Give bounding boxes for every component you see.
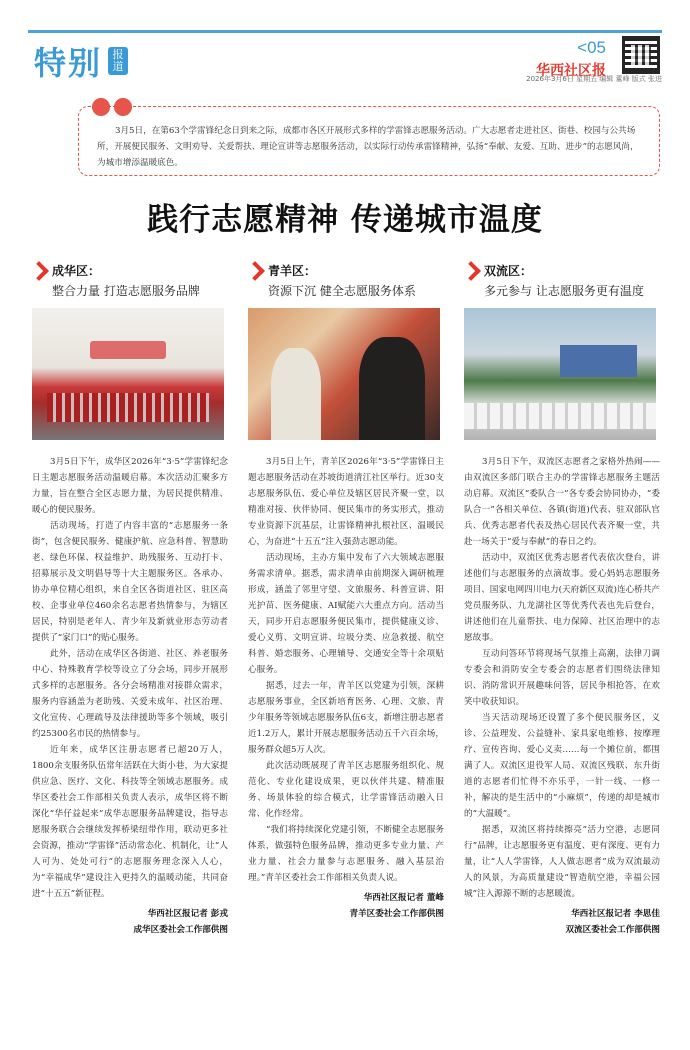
- section-chenghua: [32, 262, 228, 938]
- section-body: [248, 454, 444, 886]
- byline-reporter: 华西社区报记者 董峰: [363, 893, 444, 903]
- section-photo: [32, 308, 224, 440]
- paragraph: 3月5日下午，成华区2026年“3·5”学雷锋纪念日主题志愿服务活动温暖启幕。本次活动汇聚多方力量，旨在整合全区志愿力量，为居民提供精准、暖心的便民服务。: [32, 457, 228, 515]
- section-shuangliu: [464, 262, 660, 938]
- paragraph: 3月5日上午，青羊区2026年“3·5”学雷锋日主题志愿服务活动在苏坡街道清江社区举行。近30支志愿服务队伍、爱心单位及辖区居民齐聚一堂，以精准对接、伙伴协同、便民集市的务实形式，推动专业资源下沉基层，让雷锋精神扎根社区、温暖民心，为奋进“十五五”注入强劲志愿动能。: [248, 457, 444, 547]
- byline-photo-credit: 青羊区委社会工作部供图: [349, 909, 444, 919]
- paragraph: 此外，活动在成华区各街道、社区、养老服务中心、特殊教育学校等设立了分会场，同步开展形式多样的志愿服务。各分会场精准对接群众需求，服务内容涵盖为老助残、关爱未成年、社区治理、文化宣传、心理疏导及法律援助等多个领域，吸引约25300名市民的热情参与。: [32, 649, 228, 739]
- section-qingyang: [248, 262, 444, 922]
- section-subtitle: 整合力量 打造志愿服务品牌: [52, 284, 200, 298]
- paragraph: 据悉，双流区将持续擦亮“活力空港，志愿同行”品牌，让志愿服务更有温度、更有深度、更有力量，让“人人学雷锋，人人做志愿者”成为双流最动人的风景，为高质量建设“智造航空港，幸福公园城”注入源源不断的志愿暖流。: [464, 825, 660, 899]
- paragraph: 互动问答环节将现场气氛推上高潮，法律刀调专委会和消防安全专委会的志愿者们围绕法律知识、消防常识开展趣味问答，居民争相抢答，在欢笑中收获知识。: [464, 649, 660, 707]
- section-district: 青羊区：: [268, 264, 317, 278]
- section-district: 成华区：: [52, 264, 101, 278]
- headline: 践行志愿精神 传递城市温度: [147, 202, 543, 238]
- byline-photo-credit: 双流区委社会工作部供图: [565, 925, 660, 935]
- chevron-right-icon: [29, 261, 49, 281]
- section-body: [464, 454, 660, 902]
- chevron-right-icon: [461, 261, 481, 281]
- section-header: [248, 262, 444, 302]
- column-banner: [34, 38, 128, 84]
- chevron-right-icon: [245, 261, 265, 281]
- section-header: [32, 262, 228, 302]
- paragraph: 活动现场，主办方集中发布了六大领域志愿服务需求清单。据悉，需求清单由前期深入调研梳理形成，涵盖了邻里守望、文旅服务、科普宣讲、阳光护苗、医务健康、AI赋能六大重点方向。活动当天，同步开启志愿服务便民集市，提供健康义诊、爱心义剪、文明宣讲、垃圾分类、应急救援、航空科普、婚恋服务、心理辅导、交通安全等十余项贴心服务。: [248, 553, 444, 675]
- byline-reporter: 华西社区报记者 彭戎: [147, 909, 228, 919]
- paragraph: 此次活动既展现了青羊区志愿服务组织化、规范化、专业化建设成果，更以伙伴共建、精准服务、场景体验的综合模式，让学雷锋活动融入日常、化作经常。: [248, 761, 444, 819]
- section-photo: [464, 308, 656, 440]
- column-subtitle: 报道: [108, 47, 128, 75]
- byline: [248, 890, 444, 922]
- paragraph: “我们将持续深化党建引领，不断健全志愿服务体系，做强特色服务品牌，推动更多专业力量、产业力量、社会力量参与志愿服务、融入基层治理。”青羊区委社会工作部相关负责人说。: [248, 825, 444, 883]
- paragraph: 据悉，过去一年，青羊区以党建为引领，深耕志愿服务事业，全区新培育医务、心理、文旅、青少年服务等领域志愿服务队伍6支，新增注册志愿者近1.2万人，累计开展志愿服务活动五千六百余场，服务群众超5万人次。: [248, 681, 444, 755]
- dateline: 2026年3月6日 星期五 编辑 董峰 版式 张进: [526, 75, 662, 83]
- page-number: <05: [577, 38, 606, 57]
- section-district: 双流区：: [484, 264, 533, 278]
- paper-name: 华西社区报: [536, 63, 606, 79]
- byline-photo-credit: 成华区委社会工作部供图: [133, 925, 228, 935]
- column-title: 特别: [34, 44, 103, 82]
- header-rule: [28, 30, 662, 33]
- section-body: [32, 454, 228, 902]
- section-header: [464, 262, 660, 302]
- paragraph: 3月5日下午，双流区志愿者之家格外热闹——由双流区多部门联合主办的学雷锋志愿服务主题活动启幕。双流区“委队合一”各专委会协同协办，“委队合一”各相关单位、各镇(街道)代表、驻双部队官兵、优秀志愿者代表及热心居民代表齐聚一堂，共赴一场关于“爱与奉献”的春日之约。: [464, 457, 660, 547]
- paragraph: 活动现场，打造了内容丰富的“志愿服务一条街”，包含便民服务、健康护航、应急科普、智慧助老、绿色环保、权益维护、助残服务、互动打卡、招募展示及文明倡导等十大主题服务区。各承办、协办单位精心组织，来自全区各街道社区、驻区高校、企事业单位460余名志愿者热情参与，为辖区居民，特别是老年人、青少年及新就业形态劳动者提供了“家门口”的贴心服务。: [32, 521, 228, 643]
- qr-code-icon: [622, 36, 660, 74]
- section-subtitle: 多元参与 让志愿服务更有温度: [484, 284, 644, 298]
- paragraph: 当天活动现场还设置了多个便民服务区，义诊、公益理发、公益缝补、家具家电维修、按摩理疗、宣传咨询、爱心义卖……每一个摊位前，都围满了人。双流区退役军人局、双流区残联、东升街道的志愿者们忙得不亦乐乎，一针一线、一修一补，解决的是生活中的“小麻烦”，传递的却是城市的“大温暖”。: [464, 713, 660, 819]
- paragraph: 活动中，双流区优秀志愿者代表依次登台，讲述他们与志愿服务的点滴故事。爱心妈妈志愿服务项目、国家电网四川电力(天府新区双流)连心桥共产党员服务队、九龙湖社区等优秀代表也先后登台，讲述他们在儿童帮扶、电力保障、社区治理中的志愿故事。: [464, 553, 660, 643]
- byline: [464, 906, 660, 938]
- section-photo: [248, 308, 440, 440]
- intro-paragraph: 3月5日，在第63个学雷锋纪念日到来之际，成都市各区开展形式多样的学雷锋志愿服务活动。广大志愿者走进社区、街巷、校园与公共场所，开展便民服务、文明劝导、关爱帮扶、理论宣讲等志愿服务活动，以实际行动传承雷锋精神，弘扬“奉献、友爱、互助、进步”的志愿风尚，为城市增添温暖底色。: [78, 106, 660, 176]
- byline: [32, 906, 228, 938]
- byline-reporter: 华西社区报记者 李思佳: [571, 909, 660, 919]
- paragraph: 近年来，成华区注册志愿者已超20万人，1800余支服务队伍常年活跃在大街小巷，为大家提供应急、医疗、文化、科技等全领域志愿服务。成华区委社会工作部相关负责人表示，成华区将不断深化“华仔益起来”成华志愿服务品牌建设，指导志愿服务联合会继续发挥桥梁纽带作用，联动更多社会资源，推动“学雷锋”活动常态化、机制化，让“人人可为、处处可行”的志愿服务理念深入人心，为“幸福成华”建设注入更持久的温暖动能，共同奋进“十五五”新征程。: [32, 745, 228, 899]
- section-subtitle: 资源下沉 健全志愿服务体系: [268, 284, 416, 298]
